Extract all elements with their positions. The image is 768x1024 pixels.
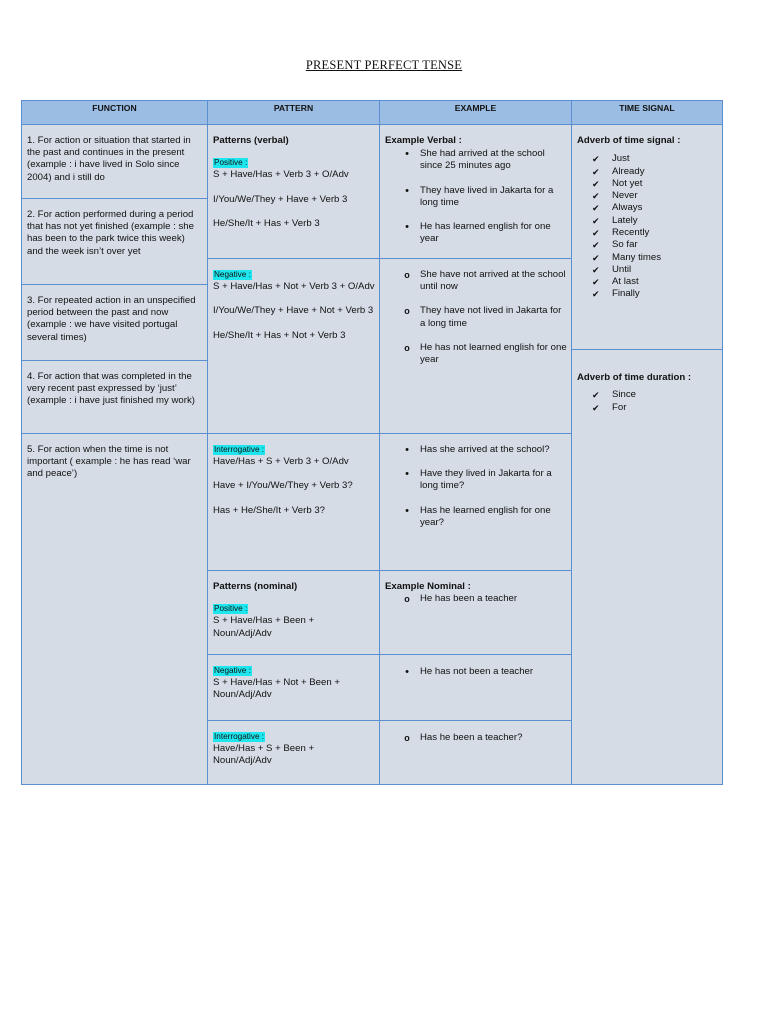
negative-label: Negative : (214, 666, 251, 675)
bullet-icon: • (405, 666, 409, 678)
example-verbal-interrogative (379, 433, 572, 571)
list-item: ✔ Finally (592, 288, 640, 300)
bullet-icon: • (405, 468, 409, 481)
pattern-line: Has + He/She/It + Verb 3? (213, 504, 325, 516)
example-nominal-title: Example Nominal : (385, 581, 471, 592)
list-item: • He has learned english for one year (385, 221, 567, 245)
function-cell-4 (21, 360, 208, 434)
time-duration-title: Adverb of time duration : (577, 372, 692, 383)
example-verbal-positive (379, 124, 572, 259)
list-item: • Has he learned english for one year? (385, 505, 567, 529)
bullet-icon: • (405, 184, 409, 197)
function-text: 3. For repeated action in an unspecified period between the past and now (example : we have visited portugal several times) (27, 295, 196, 343)
list-item: • Has she arrived at the school? (385, 444, 567, 456)
function-text: 4. For action that was completed in the very recent past expressed by ‘just’ (example : i have just finished my work) (27, 371, 195, 407)
list-item: • Have they lived in Jakarta for a long time? (385, 468, 567, 492)
circle-bullet-icon: o (404, 270, 410, 280)
list-item: o Has he been a teacher? (385, 732, 567, 744)
list-item: ✔ Not yet (592, 177, 643, 189)
check-icon: ✔ (592, 178, 600, 189)
interrogative-label: Interrogative : (214, 445, 265, 454)
pattern-line: S + Have/Has + Not + Verb 3 + O/Adv (213, 281, 375, 293)
time-signal-list (577, 153, 718, 301)
check-icon: ✔ (592, 191, 600, 202)
example-nominal-negative (379, 654, 572, 721)
pattern-line: S + Have/Has + Not + Been + Noun/Adj/Adv (213, 677, 340, 701)
check-icon: ✔ (592, 264, 600, 275)
header-time-signal: TIME SIGNAL (571, 100, 723, 125)
pattern-verbal-positive (207, 124, 380, 259)
pattern-line: S + Have/Has + Verb 3 + O/Adv (213, 169, 349, 181)
list-item: • He has not been a teacher (385, 666, 567, 678)
list-item: ✔ So far (592, 239, 638, 251)
header-example: EXAMPLE (379, 100, 572, 125)
check-icon: ✔ (592, 154, 600, 165)
example-list (385, 269, 567, 366)
bullet-icon: • (405, 504, 409, 517)
list-item: o She have not arrived at the school until now (385, 269, 567, 293)
list-item: ✔ Many times (592, 251, 662, 263)
example-verbal-negative (379, 258, 572, 434)
example-list (385, 732, 567, 744)
check-icon: ✔ (592, 203, 600, 214)
function-cell-5 (21, 433, 208, 785)
pattern-line: S + Have/Has + Been + Noun/Adj/Adv (213, 615, 315, 639)
list-item: o He has not learned english for one year (385, 342, 567, 366)
example-nominal-interrogative (379, 720, 572, 785)
pattern-nominal-positive (207, 570, 380, 655)
example-list (385, 593, 567, 605)
check-icon: ✔ (592, 240, 600, 251)
pattern-nominal-negative (207, 654, 380, 721)
function-text: 1. For action or situation that started in the past and continues in the present (example : i have lived in Solo since 2004) and i still do (27, 135, 191, 183)
list-item: o He has been a teacher (385, 593, 567, 605)
function-text: 5. For action when the time is not important ( example : he has read ‘war and peace’) (27, 444, 191, 480)
list-item: ✔ Already (592, 165, 645, 177)
pattern-line: Have/Has + S + Been + Noun/Adj/Adv (213, 743, 315, 767)
pattern-verbal-title: Patterns (verbal) (213, 135, 289, 146)
circle-bullet-icon: o (404, 594, 410, 605)
interrogative-label: Interrogative : (214, 732, 265, 741)
list-item: ✔ Until (592, 263, 632, 275)
pattern-nominal-interrogative (207, 720, 380, 785)
pattern-line: Have + I/You/We/They + Verb 3? (213, 480, 353, 492)
time-signal-title: Adverb of time signal : (577, 135, 681, 146)
page-title: PRESENT PERFECT TENSE (305, 58, 463, 72)
list-item: • They have lived in Jakarta for a long time (385, 185, 567, 209)
bullet-icon: • (405, 221, 409, 234)
pattern-nominal-title: Patterns (nominal) (213, 581, 298, 592)
bullet-icon: • (405, 148, 409, 161)
pattern-verbal-negative (207, 258, 380, 434)
list-item: ✔ Never (592, 190, 638, 202)
circle-bullet-icon: o (404, 306, 410, 317)
list-item: ✔ Since (592, 389, 636, 401)
check-icon: ✔ (592, 402, 600, 413)
positive-label: Positive : (214, 158, 248, 168)
example-list (385, 148, 567, 245)
check-icon: ✔ (592, 166, 600, 177)
check-icon: ✔ (592, 252, 600, 263)
example-verbal-title: Example Verbal : (385, 135, 462, 146)
check-icon: ✔ (592, 277, 600, 288)
header-function: FUNCTION (21, 100, 208, 125)
check-icon: ✔ (592, 390, 600, 401)
example-list (385, 444, 567, 529)
pattern-line: He/She/It + Has + Not + Verb 3 (213, 329, 346, 341)
header-pattern: PATTERN (207, 100, 380, 125)
list-item: ✔ Recently (592, 226, 650, 238)
example-nominal-positive (379, 570, 572, 655)
bullet-icon: • (405, 444, 409, 456)
time-signal-cell (571, 124, 723, 350)
pattern-line: Have/Has + S + Verb 3 + O/Adv (213, 456, 349, 468)
function-cell-2 (21, 198, 208, 285)
check-icon: ✔ (592, 227, 600, 238)
list-item: • She had arrived at the school since 25 minutes ago (385, 148, 567, 172)
pattern-verbal-interrogative (207, 433, 380, 571)
list-item: ✔ Lately (592, 214, 638, 226)
check-icon: ✔ (592, 215, 600, 226)
function-text: 2. For action performed during a period that has not yet finished (example : she has been to the park twice this week) and the week isn’t over yet (27, 209, 194, 257)
list-item: ✔ For (592, 401, 627, 413)
time-duration-list (577, 389, 718, 414)
function-cell-3 (21, 284, 208, 361)
list-item: ✔ Just (592, 153, 630, 165)
pattern-line: I/You/We/They + Have + Verb 3 (213, 193, 348, 205)
check-icon: ✔ (592, 289, 600, 300)
function-cell-1 (21, 124, 208, 199)
positive-label: Positive : (214, 604, 248, 614)
pattern-line: I/You/We/They + Have + Not + Verb 3 (213, 305, 374, 317)
pattern-line: He/She/It + Has + Verb 3 (213, 217, 320, 229)
list-item: ✔ Always (592, 202, 643, 214)
circle-bullet-icon: o (404, 342, 410, 353)
list-item: ✔ At last (592, 276, 639, 288)
list-item: o They have not lived in Jakarta for a long time (385, 305, 567, 329)
negative-label: Negative : (214, 270, 251, 279)
example-list (385, 666, 567, 678)
circle-bullet-icon: o (404, 733, 410, 743)
time-duration-cell (571, 349, 723, 785)
